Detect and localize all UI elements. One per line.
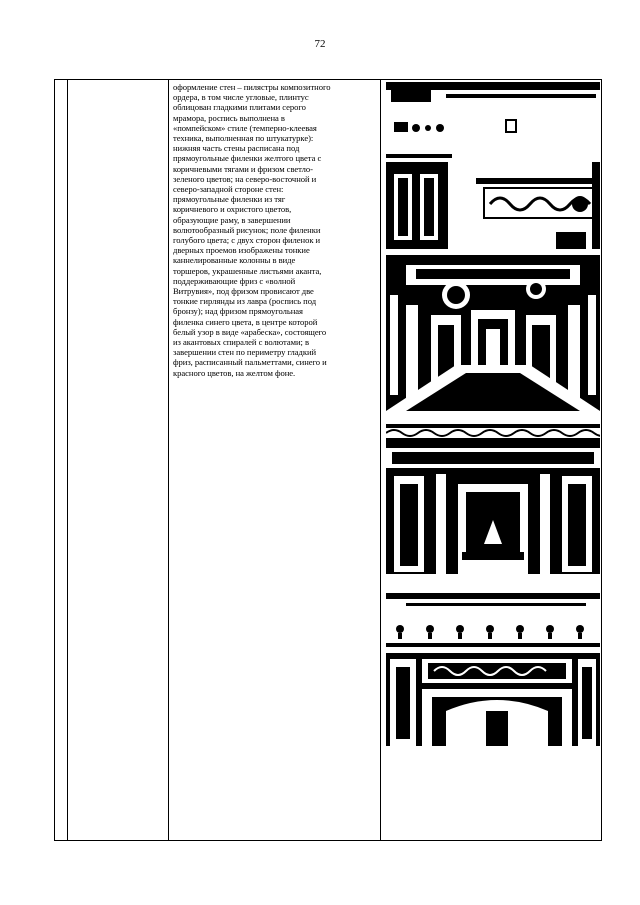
column-divider-2 [168, 80, 169, 840]
description-line: зеленого цветов; на северо-восточной и [173, 173, 317, 184]
description-line: завершении стен по периметру гладкий [173, 347, 317, 358]
description-line: поддерживающие фриз с «волной [173, 275, 296, 286]
description-line: мрамора, роспись выполнена в [173, 112, 285, 123]
description-line: белый узор в виде «арабеска», состоящего [173, 326, 327, 337]
description-line: техника, выполненная по штукатурке): [173, 133, 314, 144]
description-line: прямоугольные филенки желтого цвета с [173, 153, 322, 164]
description-line: северо-западной стороне стен: [173, 184, 284, 195]
photo-interior-door-frieze [386, 593, 600, 746]
description-line: нижняя часть стены расписана под [173, 143, 300, 154]
description-line: голубого цвета; с двух сторон филенок и [173, 235, 321, 246]
object-table [54, 79, 602, 841]
description-line: торшеров, украшенные листьями аканта, [173, 265, 322, 276]
description-line: коричневыми тягами и фризом светло- [173, 163, 313, 174]
column-divider-1 [67, 80, 68, 840]
description-text [173, 82, 376, 378]
description-line: дверных проемов изображены тонкие [173, 245, 310, 256]
description-line: красного цветов, на желтом фоне. [173, 367, 296, 378]
photo-interior-frieze-panel [386, 82, 600, 249]
photo-interior-fireplace-wall [386, 424, 600, 580]
description-line: облицован гладкими плитами серого [173, 102, 306, 113]
description-line: каннелированные колонны в виде [173, 255, 296, 266]
description-line: фриз, расписанный пальметтами, синего и [173, 357, 327, 368]
description-line: тонкие гирлянды из лавра (роспись под [173, 296, 317, 307]
description-line: Витрувия», под фризом провисают две [173, 286, 314, 297]
description-line: ордера, в том числе угловые, плинтус [173, 92, 309, 103]
photo-interior-hall-chandelier [386, 255, 600, 411]
description-line: бронзу); над фризом прямоугольная [173, 306, 303, 317]
page-number: 72 [314, 38, 326, 50]
description-line: «помпейском» стиле (темперно-клеевая [173, 122, 317, 133]
description-line: прямоугольные филенки из тяг [173, 194, 286, 205]
column-divider-3 [380, 80, 381, 840]
description-line: коричневого и охристого цветов, [173, 204, 292, 215]
description-line: из акантовых спиралей с волютами; в [173, 337, 309, 348]
description-line: филенка синего цвета, в центре которой [173, 316, 318, 327]
description-line: оформление стен – пилястры композитного [173, 82, 331, 92]
description-line: волютообразный рисунок; поле филенки [173, 224, 321, 235]
description-line: образующие раму, в завершении [173, 214, 291, 225]
